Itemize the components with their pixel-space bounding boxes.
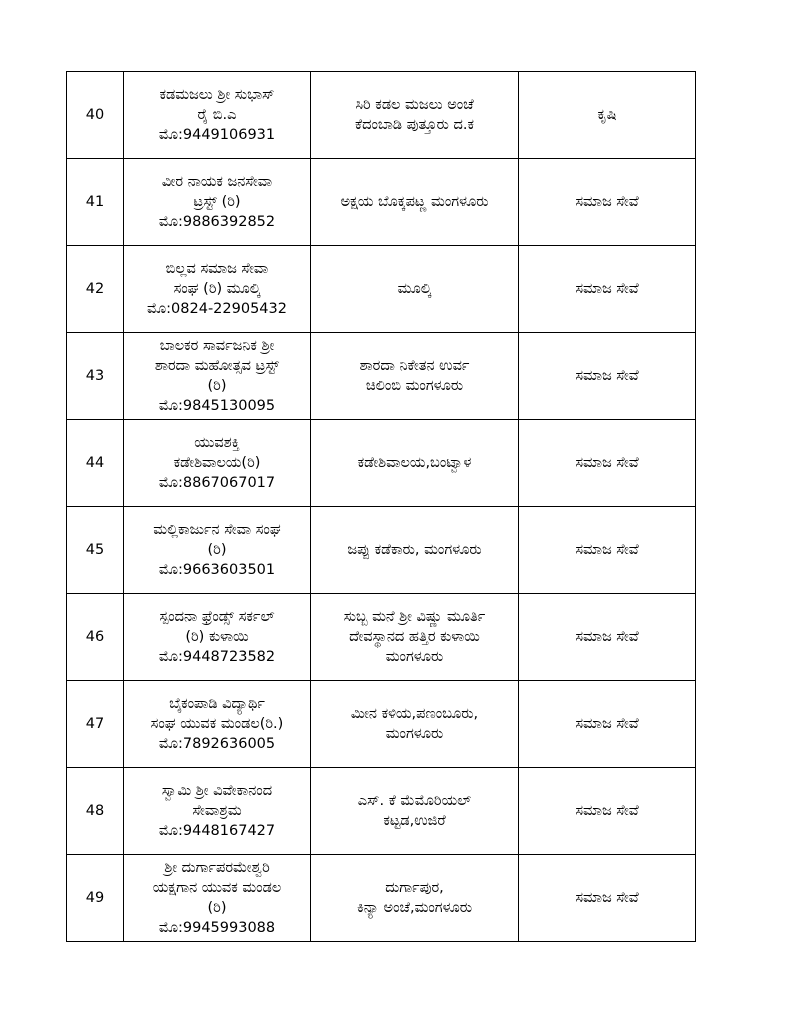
serial-number: 45 (67, 507, 124, 594)
organization-name-line: (ರಿ) (207, 900, 227, 916)
address-line: ಜಪ್ಪು ಕಡೆಕಾರು, ಮಂಗಳೂರು (347, 542, 482, 558)
organization-name-line: ಶ್ರೀ ದುರ್ಗಾಪರಮೇಶ್ವರಿ (164, 860, 270, 876)
address-cell (311, 594, 519, 681)
organization-name-line: ಯಕ್ಷಗಾನ ಯುವಕ ಮಂಡಲ (152, 880, 282, 896)
address-line: ಮೀನ ಕಳಿಯ,ಪಣಂಬೂರು, (350, 706, 479, 722)
organization-name-line: ಬಿಲ್ಲವ ಸಮಾಜ ಸೇವಾ (165, 261, 269, 277)
address-line: ಮೂಲ್ಕಿ (397, 281, 432, 297)
table-row (67, 768, 696, 855)
address-cell (311, 768, 519, 855)
phone-number: ಮೊ:9448723582 (158, 649, 276, 665)
organization-name-line: ಕಡೇಶಿವಾಲಯ(ರಿ) (173, 455, 261, 471)
serial-number: 44 (67, 420, 124, 507)
address-cell (311, 681, 519, 768)
field-cell: ಸಮಾಜ ಸೇವೆ (519, 246, 696, 333)
table-row (67, 507, 696, 594)
serial-number: 41 (67, 159, 124, 246)
address-line: ಕಿನ್ಯಾ ಅಂಚೆ,ಮಂಗಳೂರು (356, 900, 473, 916)
organization-name-line: ಯುವಶಕ್ತಿ (194, 435, 240, 451)
serial-number: 46 (67, 594, 124, 681)
organization-name-line: ಸ್ಪಂದನಾ ಫ್ರೆಂಡ್ಸ್ ಸರ್ಕಲ್ (159, 609, 275, 625)
address-line: ದುರ್ಗಾಪುರ, (385, 880, 444, 896)
organization-name-line: ಶಾರದಾ ಮಹೋತ್ಸವ ಟ್ರಸ್ಟ್ (154, 358, 280, 374)
table-row (67, 159, 696, 246)
field-cell: ಸಮಾಜ ಸೇವೆ (519, 420, 696, 507)
address-cell (311, 855, 519, 942)
field-cell: ಸಮಾಜ ಸೇವೆ (519, 594, 696, 681)
address-cell (311, 246, 519, 333)
organization-name-line: ವೀರ ನಾಯಕ ಜನಸೇವಾ (161, 174, 273, 190)
address-line: ಸಿರಿ ಕಡಲ ಮಜಲು ಅಂಚೆ (355, 97, 474, 113)
field-cell: ಕೃಷಿ (519, 72, 696, 159)
organization-name-line: (ರಿ) ಕುಳಾಯಿ (185, 629, 249, 645)
table-row (67, 333, 696, 420)
address-line: ಸುಬ್ಬ ಮನೆ ಶ್ರೀ ವಿಷ್ಣು ಮೂರ್ತಿ (343, 609, 486, 625)
phone-number: ಮೊ:8867067017 (158, 475, 276, 491)
phone-number: ಮೊ:9448167427 (158, 823, 276, 839)
organization-cell (124, 507, 311, 594)
awardees-table (66, 71, 696, 942)
organization-name-line: ಟ್ರಸ್ಟ್ (ರಿ) (193, 194, 241, 210)
phone-number: ಮೊ:9449106931 (158, 127, 276, 143)
serial-number: 43 (67, 333, 124, 420)
address-cell (311, 159, 519, 246)
organization-cell (124, 420, 311, 507)
table-body (67, 72, 696, 942)
organization-cell (124, 768, 311, 855)
field-cell: ಸಮಾಜ ಸೇವೆ (519, 159, 696, 246)
serial-number: 49 (67, 855, 124, 942)
organization-cell (124, 246, 311, 333)
organization-cell (124, 594, 311, 681)
serial-number: 42 (67, 246, 124, 333)
organization-name-line: ಮಲ್ಲಿಕಾರ್ಜುನ ಸೇವಾ ಸಂಘ (153, 522, 281, 538)
table-row (67, 855, 696, 942)
organization-cell (124, 855, 311, 942)
organization-name-line: ಸಂಘ (ರಿ) ಮೂಲ್ಕಿ (173, 281, 261, 297)
organization-cell (124, 333, 311, 420)
phone-number: ಮೊ:9886392852 (158, 214, 276, 230)
organization-name-line: ಕಡಮಜಲು ಶ್ರೀ ಸುಭಾಸ್ (159, 87, 275, 103)
address-line: ದೇವಸ್ಥಾನದ ಹತ್ತಿರ ಕುಳಾಯಿ (349, 629, 480, 645)
field-cell: ಸಮಾಜ ಸೇವೆ (519, 681, 696, 768)
phone-number: ಮೊ:9663603501 (158, 562, 276, 578)
serial-number: 40 (67, 72, 124, 159)
address-line: ಚಿಲಿಂಬಿ ಮಂಗಳೂರು (365, 378, 464, 394)
serial-number: 48 (67, 768, 124, 855)
address-line: ಕಟ್ಟಡ,ಉಜಿರೆ (383, 813, 446, 829)
table-row (67, 681, 696, 768)
address-cell (311, 333, 519, 420)
table-row (67, 594, 696, 681)
address-line: ಎಸ್. ಕೆ ಮೆಮೊರಿಯಲ್ (357, 793, 472, 809)
organization-name-line: ಬಾಲಕರ ಸಾರ್ವಜನಿಕ ಶ್ರೀ (159, 338, 275, 354)
organization-name-line: ಸೇವಾಶ್ರಮ (192, 803, 242, 819)
table-row (67, 246, 696, 333)
phone-number: ಮೊ:7892636005 (158, 736, 276, 752)
address-cell (311, 72, 519, 159)
organization-name-line: (ರಿ) (207, 378, 227, 394)
organization-name-line: (ರಿ) (207, 542, 227, 558)
phone-number: ಮೊ:0824-22905432 (147, 301, 287, 317)
address-line: ಮಂಗಳೂರು (385, 726, 444, 742)
serial-number: 47 (67, 681, 124, 768)
table-row (67, 420, 696, 507)
organization-cell (124, 681, 311, 768)
organization-name-line: ಸ್ವಾಮಿ ಶ್ರೀ ವಿವೇಕಾನಂದ (161, 783, 273, 799)
organization-cell (124, 159, 311, 246)
field-cell: ಸಮಾಜ ಸೇವೆ (519, 855, 696, 942)
address-line: ಕಡೇಶಿವಾಲಯ,ಬಂಟ್ವಾಳ (357, 455, 472, 471)
field-cell: ಸಮಾಜ ಸೇವೆ (519, 333, 696, 420)
phone-number: ಮೊ:9845130095 (158, 398, 276, 414)
address-line: ಶಾರದಾ ನಿಕೇತನ ಉರ್ವ (359, 358, 470, 374)
address-line: ಕೆದಂಬಾಡಿ ಪುತ್ತೂರು ದ.ಕ (354, 117, 475, 133)
address-cell (311, 420, 519, 507)
organization-name-line: ರೈ ಬಿ.ಎ (197, 107, 237, 123)
organization-name-line: ಸಂಘ ಯುವಕ ಮಂಡಲ(ರಿ.) (150, 716, 284, 732)
address-cell (311, 507, 519, 594)
field-cell: ಸಮಾಜ ಸೇವೆ (519, 507, 696, 594)
address-line: ಅಕ್ಷಯ ಬೊಕ್ಕಪಟ್ಣ ಮಂಗಳೂರು (340, 194, 489, 210)
field-cell: ಸಮಾಜ ಸೇವೆ (519, 768, 696, 855)
organization-name-line: ಬೈಕಂಪಾಡಿ ವಿದ್ಯಾರ್ಥಿ (169, 696, 265, 712)
address-line: ಮಂಗಳೂರು (385, 649, 444, 665)
table-row (67, 72, 696, 159)
phone-number: ಮೊ:9945993088 (158, 920, 276, 936)
organization-cell (124, 72, 311, 159)
